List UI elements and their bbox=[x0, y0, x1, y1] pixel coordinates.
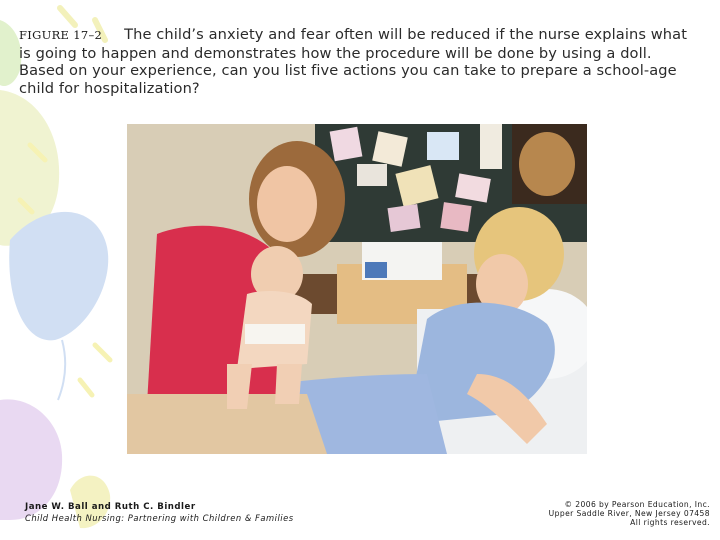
rights-line: All rights reserved. bbox=[630, 518, 710, 528]
caption-text: The child’s anxiety and fear often will be reduced if the nurse explains what is going to happen and demonstrates how the procedure will be done by using a doll. Based on your experience, can you list five actions you can take to prepare a school-age child for hospitalization? bbox=[19, 26, 688, 97]
copyright-line: © 2006 by Pearson Education, Inc. bbox=[564, 500, 710, 509]
footer-book-title: Child Health Nursing: Partnering with Children & Families bbox=[25, 513, 294, 523]
figure-label: FIGURE 17–2 bbox=[19, 28, 103, 42]
nurse-doll-photo bbox=[127, 124, 587, 454]
figure-caption bbox=[19, 26, 699, 97]
publisher-location: Upper Saddle River, New Jersey 07458 bbox=[548, 509, 710, 519]
footer-credits bbox=[25, 502, 294, 524]
footer-copyright bbox=[549, 500, 710, 528]
footer-authors: Jane W. Ball and Ruth C. Bindler bbox=[25, 502, 196, 512]
